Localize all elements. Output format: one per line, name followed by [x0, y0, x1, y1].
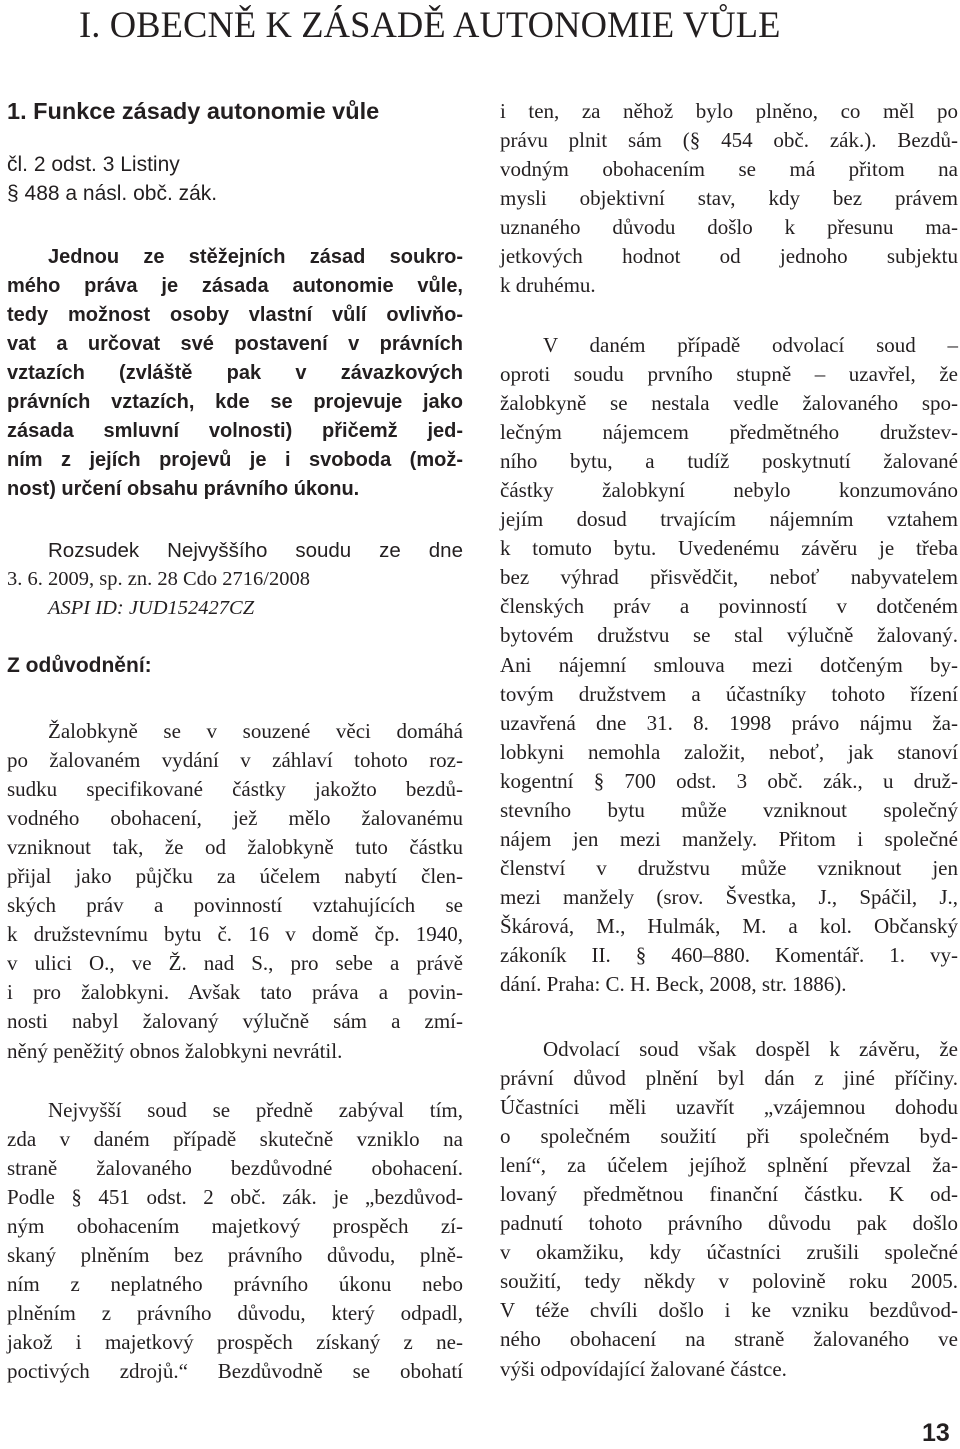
text-line: právu plnit sám (§ 454 obč. zák.). Bezdů- — [500, 128, 958, 153]
text-line: k tomuto bytu. Uvedenému závěru je třeba — [500, 536, 958, 561]
text-line: kogentní § 700 odst. 3 obč. zák., u druž- — [500, 768, 958, 793]
text-line: V téže chvíli došlo i ke vzniku bezdůvod- — [500, 1298, 958, 1323]
text-line: právní důvod plnění byl dán z jiné příčiny. — [500, 1066, 958, 1091]
text-line: poctivých zdrojů.“ Bezdůvodně se obohatí — [7, 1359, 463, 1384]
right-paragraph-2 — [500, 331, 958, 999]
reference-line: § 488 a násl. obč. zák. — [7, 182, 218, 206]
text-line: ských práv a povinností vztahujících se — [7, 893, 463, 918]
text-line: v okamžiku, kdy účastníci zrušili společné — [500, 1240, 958, 1265]
text-line: nájem jen mezi manžely. Přitom i společné — [500, 826, 958, 851]
summary-line: Jednou ze stěžejních zásad soukro- — [48, 246, 463, 268]
text-line: zda v daném případě skutečně vzniklo na — [7, 1127, 463, 1152]
text-line: jejím dosud trvajícím nájemním vztahem — [500, 507, 958, 532]
text-line: Ani nájemní smlouva mezi dotčeným by- — [500, 652, 958, 677]
text-line: zákoník II. § 460–880. Komentář. 1. vy- — [500, 942, 958, 967]
text-line: Odvolací soud však dospěl k závěru, že — [543, 1037, 958, 1061]
text-line: oproti soudu prvního stupně – uzavřel, že — [500, 362, 958, 387]
text-line: k druhému. — [500, 273, 596, 298]
text-line: bytovém družstvu se stal výlučně žalovaný. — [500, 623, 958, 648]
text-line: vodného obohacení, jež mělo žalovanému — [7, 806, 463, 831]
left-paragraph-1 — [7, 717, 463, 1066]
text-line: ného obohacení na straně žalovaného ve — [500, 1327, 958, 1352]
ruling-line: 3. 6. 2009, sp. zn. 28 Cdo 2716/2008 — [7, 568, 310, 591]
text-line: straně žalovaného bezdůvodné obohacení. — [7, 1156, 463, 1181]
page-title: I. OBECNĚ K ZÁSADĚ AUTONOMIE VŮLE — [79, 4, 781, 45]
text-line: stevního bytu může vzniknout společný — [500, 797, 958, 822]
page-number: 13 — [922, 1419, 950, 1447]
text-line: přijal jako půjčku za účelem nabytí člen- — [7, 864, 463, 889]
text-line: o společném soužití při společném byd- — [500, 1124, 958, 1149]
text-line: uznaného důvodu došlo k přesunu ma- — [500, 215, 958, 240]
text-line: plněním z právního důvodu, který odpadl, — [7, 1301, 463, 1326]
text-line: skaný plněním bez právního důvodu, plně- — [7, 1243, 463, 1268]
summary-line: nost) určení obsahu právního úkonu. — [7, 478, 360, 501]
text-line: V daném případě odvolací soud – — [543, 333, 958, 357]
summary-line: mého práva je zásada autonomie vůle, — [7, 275, 463, 298]
text-line: dání. Praha: C. H. Beck, 2008, str. 1886). — [500, 972, 847, 997]
text-line: k družstevnímu bytu č. 16 v domě čp. 1940, — [7, 922, 463, 947]
text-line: mysli objektivní stav, kdy bez právem — [500, 186, 958, 211]
left-paragraph-2 — [7, 1096, 463, 1386]
ruling-citation — [7, 536, 463, 623]
reference-line: čl. 2 odst. 3 Listiny — [7, 153, 180, 176]
text-line: výši odpovídající žalované částce. — [500, 1356, 787, 1381]
right-paragraph-3 — [500, 1035, 958, 1384]
aspi-id: ASPI ID: JUD152427CZ — [48, 597, 255, 620]
ruling-line: Rozsudek Nejvyššího soudu ze dne — [48, 539, 463, 562]
text-line: v ulici O., ve Ž. nad S., pro sebe a právě — [7, 951, 463, 976]
text-line: lovaný předmětnou finanční částku. K od- — [500, 1182, 958, 1207]
text-line: Škárová, M., Hulmák, M. a kol. Občanský — [500, 913, 958, 938]
summary-line: právních vztazích, kde se projevuje jako — [7, 391, 463, 414]
text-line: soužití, tedy někdy v polovině roku 2005. — [500, 1269, 958, 1294]
text-line: lečným nájemcem předmětného družstev- — [500, 420, 958, 445]
text-line: Nejvyšší soud se předně zabýval tím, — [48, 1098, 463, 1122]
text-line: mezi manžely (srov. Švestka, J., Spáčil, J., — [500, 884, 958, 909]
text-line: členství v družstvu může vzniknout jen — [500, 855, 958, 880]
summary-line: tedy možnost osoby vlastní vůlí ovlivňo- — [7, 304, 463, 327]
summary-line: ním z jejích projevů je i svoboda (mož- — [7, 449, 463, 472]
text-line: po žalovaném vydání v záhlaví tohoto roz- — [7, 748, 463, 773]
text-line: uzavřená dne 31. 8. 1998 právo nájmu ža- — [500, 710, 958, 735]
summary-line: vat a určovat své postavení v právních — [7, 333, 463, 356]
text-line: Žalobkyně se v souzené věci domáhá — [48, 719, 463, 743]
text-line: žalobkyně se nestala vedle žalovaného spo- — [500, 391, 958, 416]
text-line: tovým družstvem a účastníky tohoto řízení — [500, 681, 958, 706]
text-line: lobkyni nemohla založit, neboť, jak stanoví — [500, 739, 958, 764]
reasoning-heading: Z odůvodnění: — [7, 654, 152, 677]
text-line: padnutí tohoto právního důvodu pak došlo — [500, 1211, 958, 1236]
text-line: i pro žalobkyni. Avšak tato práva a povin- — [7, 980, 463, 1005]
legal-references — [7, 150, 463, 208]
text-line: bez výhrad přisvědčit, neboť nabyvatelem — [500, 565, 958, 590]
text-line: částky žalobkyní nebylo konzumováno — [500, 478, 958, 503]
text-line: vzniknout tak, že od žalobkyně tuto částku — [7, 835, 463, 860]
text-line: ným obohacením majetkový prospěch zí- — [7, 1214, 463, 1239]
summary-line: zásada smluvní volnosti) přičemž jed- — [7, 420, 463, 443]
text-line: sudku specifikované částky jakožto bezdů- — [7, 777, 463, 802]
summary-line: vztazích (zvláště pak v závazkových — [7, 362, 463, 385]
text-line: Podle § 451 odst. 2 obč. zák. je „bezdůvod- — [7, 1185, 463, 1210]
text-line: něný peněžitý obnos žalobkyni nevrátil. — [7, 1038, 343, 1063]
ruling-summary — [7, 243, 463, 504]
text-line: i ten, za něhož bylo plněno, co měl po — [500, 99, 958, 123]
text-line: Účastníci měli uzavřít „vzájemnou dohodu — [500, 1095, 958, 1120]
text-line: ního bytu, a tudíž poskytnutí žalované — [500, 449, 958, 474]
text-line: lení“, za účelem jejíhož splnění převzal ža- — [500, 1153, 958, 1178]
text-line: ním z neplatného právního úkonu nebo — [7, 1272, 463, 1297]
text-line: členských práv a povinností v dotčeném — [500, 594, 958, 619]
text-line: nosti nabyl žalovaný výlučně sám a zmí- — [7, 1009, 463, 1034]
section-heading: 1. Funkce zásady autonomie vůle — [7, 98, 380, 124]
text-line: vodným obohacením se má přitom na — [500, 157, 958, 182]
text-line: jakož i majetkový prospěch získaný z ne- — [7, 1330, 463, 1355]
right-paragraph-1 — [500, 97, 958, 300]
text-line: jetkových hodnot od jednoho subjektu — [500, 244, 958, 269]
